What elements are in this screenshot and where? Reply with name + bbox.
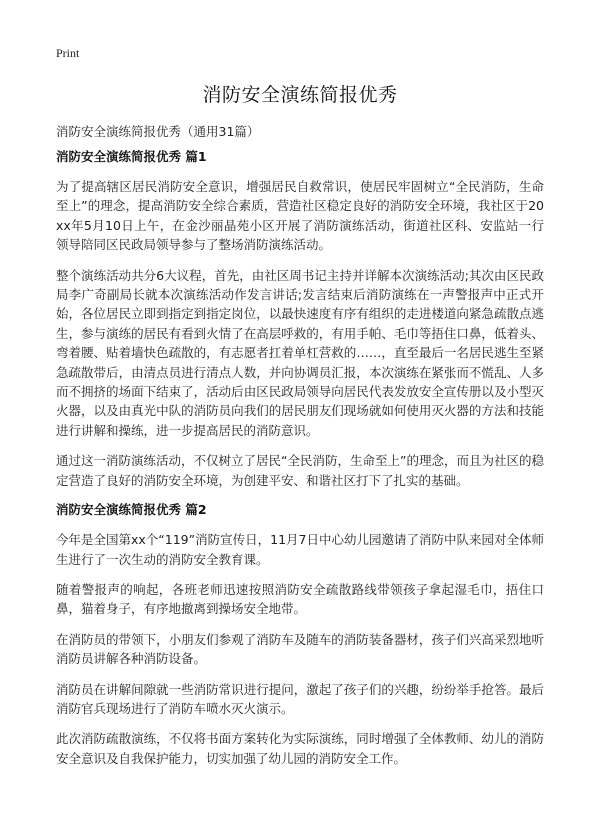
section-2: [56, 501, 544, 768]
section-heading: 消防安全演练简报优秀 篇1: [56, 149, 207, 164]
paragraph: 在消防员的带领下，小朋友们参观了消防车及随车的消防装备器材，孩子们兴高采烈地听消防员讲解各种消防设备。: [56, 631, 544, 667]
paragraph: 消防员在讲解间隙就一些消防常识进行提问，激起了孩子们的兴趣，纷纷举手抢答。最后消防官兵现场进行了消防车喷水灭火演示。: [56, 681, 544, 716]
print-link[interactable]: Print: [56, 46, 80, 60]
article-body: [56, 148, 544, 779]
paragraph: 通过这一消防演练活动，不仅树立了居民“全民消防，生命至上”的理念，而且为社区的稳定营造了良好的消防安全环境，为创建平安、和谐社区打下了扎实的基础。: [56, 453, 544, 488]
document-subtitle: 消防安全演练简报优秀（通用31篇）: [56, 124, 260, 139]
paragraph: 今年是全国第xx个“119”消防宣传日，11月7日中心幼儿园邀请了消防中队来园对全体师生进行了一次生动的消防安全教育课。: [56, 532, 544, 567]
paragraph: 整个演练活动共分6大议程，首先，由社区周书记主持并详解本次演练活动;其次由区民政局李广奇副局长就本次演练活动作发言讲话;发言结束后消防演练在一声警报声中正式开始，各位居民立即到指定到指定岗位，以最快速度有序有组织的走进楼道向紧急疏散点逃生，参与演练的居民有看到火情了在高层呼救的，有用手帕、毛巾等捂住口鼻，低着头、弯着腰、贴着墙快色疏散的，有志愿者扛着单杠营救的……，直至最后一名居民逃生至紧急疏散带后，由清点员进行清点人数，并向协调员汇报，本次演练在紧张而不慌乱、人多而不拥挤的场面下结束了，活动后由区民政局领导向居民代表发放安全宣传册以及小型灭火器，以及由真光中队的消防员向我们的居民朋友们现场就如何使用灭火器的方法和技能进行讲解和操练，进一步提高居民的消防意识。: [56, 267, 544, 438]
paragraph: 随着警报声的响起，各班老师迅速按照消防安全疏散路线带领孩子拿起湿毛巾，捂住口鼻，猫着身子，有序地撤离到操场安全地带。: [56, 581, 544, 617]
paragraph: 为了提高辖区居民消防安全意识，增强居民自救常识，使居民牢固树立“全民消防，生命至上”的理念，提高消防安全综合素质，营造社区稳定良好的消防安全环境，我社区于20xx年5月10日上午，在金沙丽晶苑小区开展了消防演练活动，街道社区科、安监站一行领导陪同区民政局领导参与了整场消防演练活动。: [56, 179, 544, 253]
page-title: 消防安全演练简报优秀: [202, 84, 398, 106]
section-1: [56, 148, 544, 490]
paragraph: 此次消防疏散演练，不仅将书面方案转化为实际演练，同时增强了全体教师、幼儿的消防安全意识及自我保护能力，切实加强了幼儿园的消防安全工作。: [56, 731, 544, 766]
section-heading: 消防安全演练简报优秀 篇2: [56, 502, 207, 518]
